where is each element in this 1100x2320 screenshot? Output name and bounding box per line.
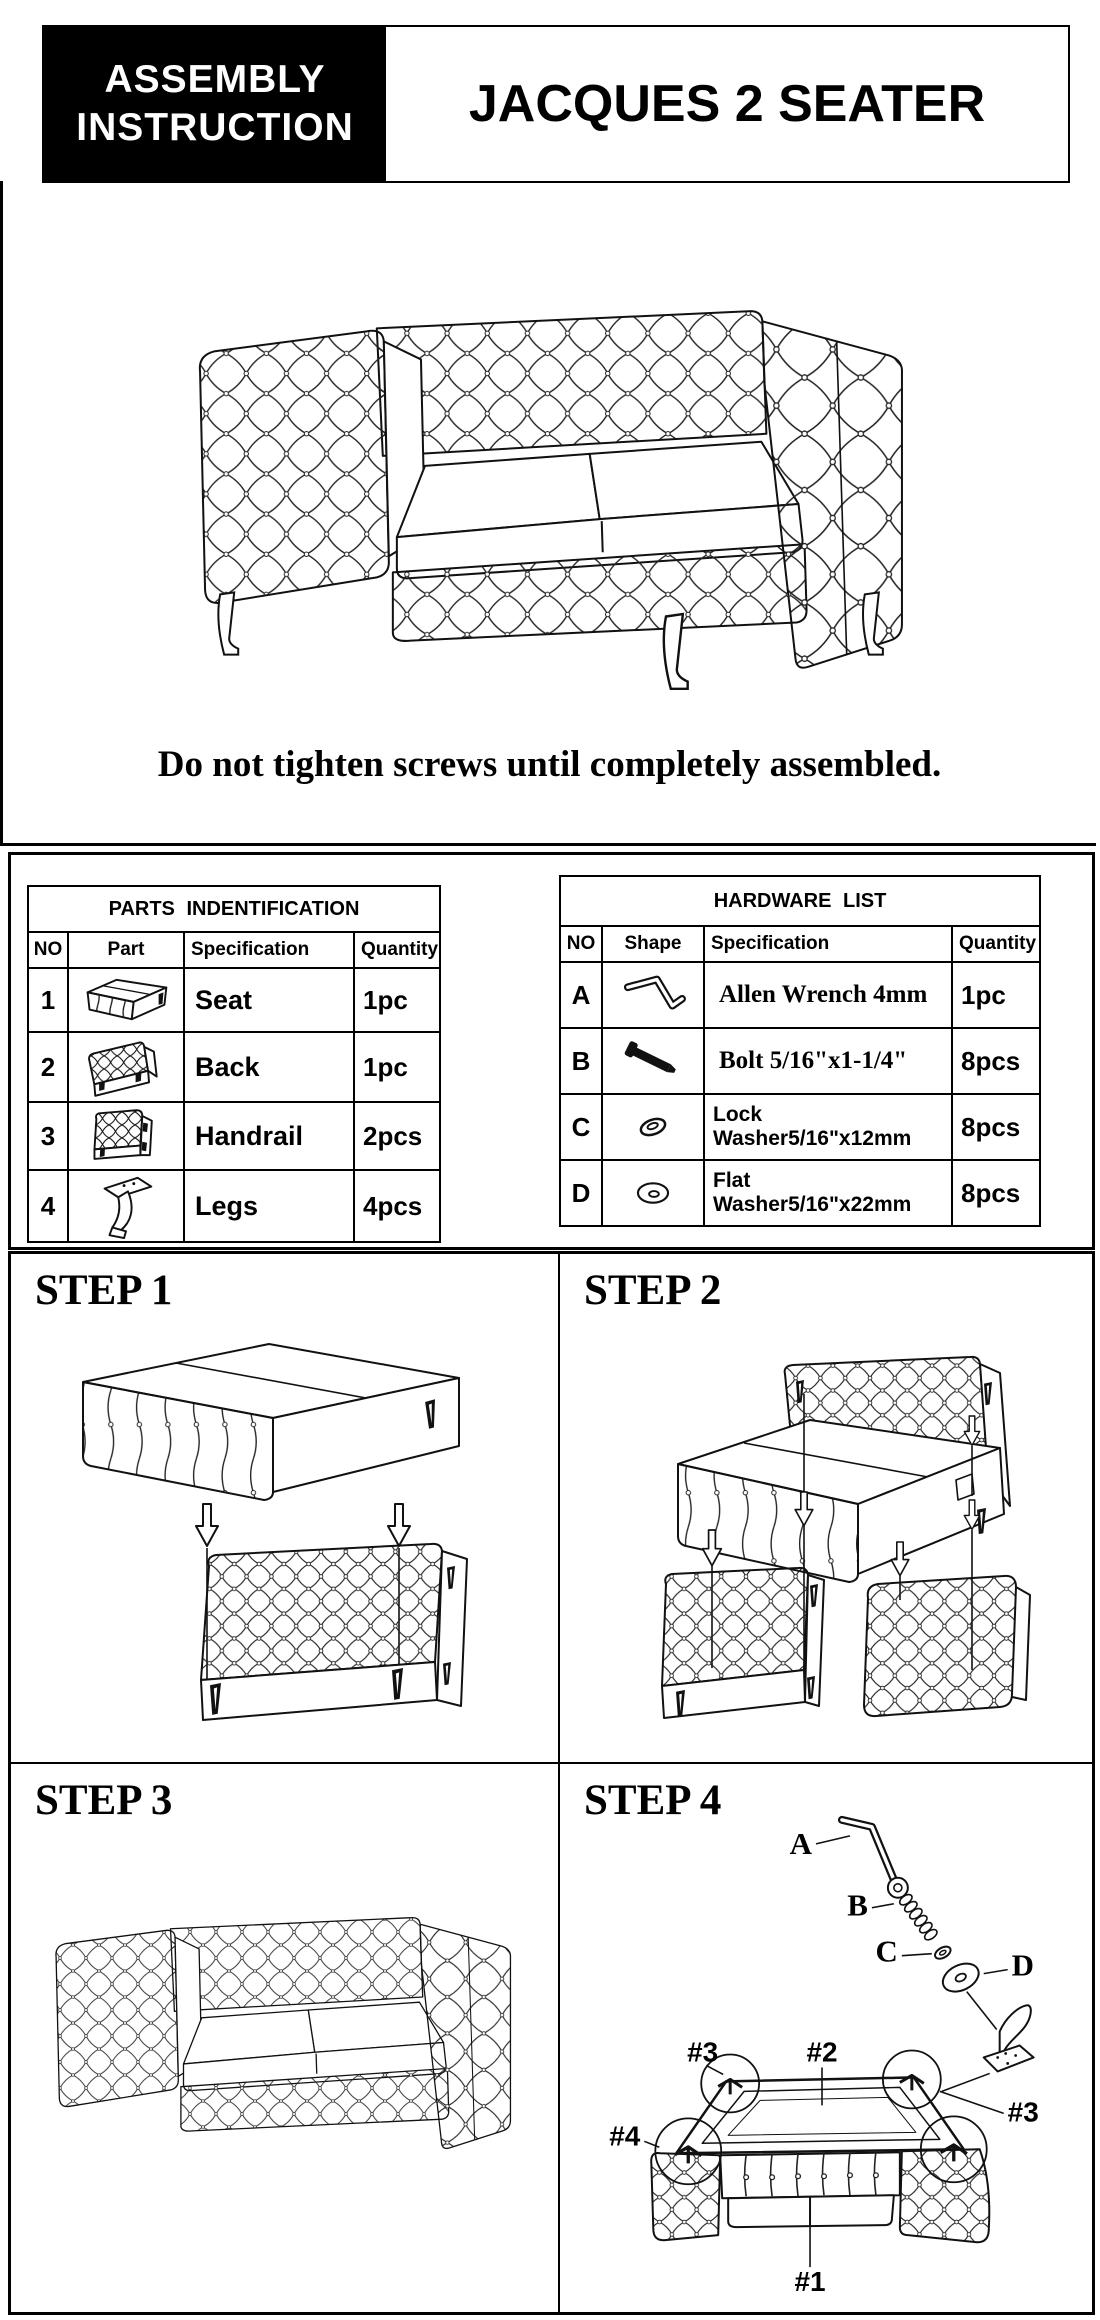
allen-wrench-icon (605, 964, 701, 1026)
hardware-table (559, 875, 1041, 1227)
part-icon-cell (68, 1102, 184, 1170)
hardware-label-d: D (1011, 1947, 1035, 1983)
step-2-panel (560, 1254, 1092, 1764)
step-1-title: STEP 1 (35, 1267, 173, 1314)
step-4-panel (560, 1764, 1092, 2312)
flat-washer-icon (938, 1958, 983, 1997)
step1-diagram (11, 1254, 558, 1762)
callout-4: #4 (609, 2120, 641, 2152)
table-row (28, 1102, 440, 1170)
part-no: 1 (28, 968, 68, 1032)
header (42, 25, 1070, 183)
hardware-header-row (560, 926, 1040, 962)
parts-table (27, 885, 441, 1243)
steps-section (8, 1251, 1095, 2315)
callout-3-top: #3 (687, 2036, 719, 2068)
flat-washer-icon (605, 1162, 701, 1224)
col-spec: Specification (184, 932, 354, 968)
hardware-no: D (560, 1160, 602, 1226)
sofa-leg-icon (218, 592, 238, 654)
table-row (28, 1032, 440, 1102)
part-spec: Handrail (184, 1102, 354, 1170)
callout-2: #2 (806, 2036, 838, 2068)
part-qty: 1pc (354, 1032, 440, 1102)
tables-section (8, 852, 1095, 1250)
step4-diagram (560, 1764, 1092, 2312)
part-icon-cell (68, 1170, 184, 1242)
part-no: 4 (28, 1170, 68, 1242)
bolt-icon (888, 1878, 939, 1942)
col-qty: Quantity (354, 932, 440, 968)
hardware-icon-cell (602, 1160, 704, 1226)
parts-header-row (28, 932, 440, 968)
part-no: 3 (28, 1102, 68, 1170)
parts-table-title: PARTS INDENTIFICATION (28, 886, 440, 932)
part-spec: Seat (184, 968, 354, 1032)
hardware-no: C (560, 1094, 602, 1160)
step-3-panel (11, 1764, 560, 2312)
part-qty: 4pcs (354, 1170, 440, 1242)
lock-washer-icon (933, 1944, 953, 1961)
col-no: NO (560, 926, 602, 962)
bolt-icon (605, 1030, 701, 1092)
hardware-qty: 8pcs (952, 1028, 1040, 1094)
col-part: Part (68, 932, 184, 968)
hardware-spec: Allen Wrench 4mm (704, 962, 952, 1028)
part-qty: 1pc (354, 968, 440, 1032)
table-row (28, 1170, 440, 1242)
handrail-part-icon (83, 1105, 169, 1167)
hardware-qty: 8pcs (952, 1160, 1040, 1226)
warning-text: Do not tighten screws until completely assembled. (157, 744, 942, 785)
table-row (560, 1160, 1040, 1226)
part-spec: Legs (184, 1170, 354, 1242)
hardware-label-a: A (789, 1825, 813, 1861)
brand-line1: ASSEMBLY (104, 58, 326, 101)
hardware-qty: 8pcs (952, 1094, 1040, 1160)
part-icon-cell (68, 1032, 184, 1102)
table-row (560, 1094, 1040, 1160)
hardware-icon-cell (602, 1094, 704, 1160)
callout-3-right: #3 (1007, 2096, 1039, 2128)
table-row (560, 962, 1040, 1028)
hardware-spec: Lock Washer5/16"x12mm (704, 1094, 952, 1160)
hardware-table-title: HARDWARE LIST (560, 876, 1040, 926)
part-qty: 2pcs (354, 1102, 440, 1170)
hero-section (0, 181, 1096, 846)
hardware-spec: Flat Washer5/16"x22mm (704, 1160, 952, 1226)
brand-box (44, 27, 386, 181)
callout-1: #1 (794, 2266, 826, 2298)
allen-wrench-icon (842, 1820, 894, 1880)
back-part-icon (78, 1036, 174, 1098)
hardware-no: B (560, 1028, 602, 1094)
page-title: JACQUES 2 SEATER (468, 75, 986, 133)
step2-diagram (560, 1254, 1092, 1762)
table-row (28, 968, 440, 1032)
col-no: NO (28, 932, 68, 968)
col-shape: Shape (602, 926, 704, 962)
table-row (560, 1028, 1040, 1094)
hardware-label-b: B (847, 1887, 868, 1923)
step3-diagram (11, 1764, 558, 2312)
brand-line2: INSTRUCTION (76, 106, 354, 149)
hardware-qty: 1pc (952, 962, 1040, 1028)
step-2-title: STEP 2 (584, 1267, 722, 1314)
col-spec: Specification (704, 926, 952, 962)
step-3-title: STEP 3 (35, 1777, 173, 1824)
lock-washer-icon (605, 1096, 701, 1158)
part-no: 2 (28, 1032, 68, 1102)
legs-part-icon (87, 1171, 165, 1241)
col-qty: Quantity (952, 926, 1040, 962)
seat-part-icon (78, 973, 174, 1027)
hardware-spec: Bolt 5/16"x1-1/4" (704, 1028, 952, 1094)
leg-icon (984, 2005, 1034, 2071)
part-icon-cell (68, 968, 184, 1032)
step-4-title: STEP 4 (584, 1777, 722, 1824)
part-spec: Back (184, 1032, 354, 1102)
step-1-panel (11, 1254, 560, 1764)
sofa-illustration (186, 293, 914, 695)
hardware-no: A (560, 962, 602, 1028)
hardware-label-c: C (875, 1933, 898, 1969)
hardware-icon-cell (602, 1028, 704, 1094)
hardware-icon-cell (602, 962, 704, 1028)
